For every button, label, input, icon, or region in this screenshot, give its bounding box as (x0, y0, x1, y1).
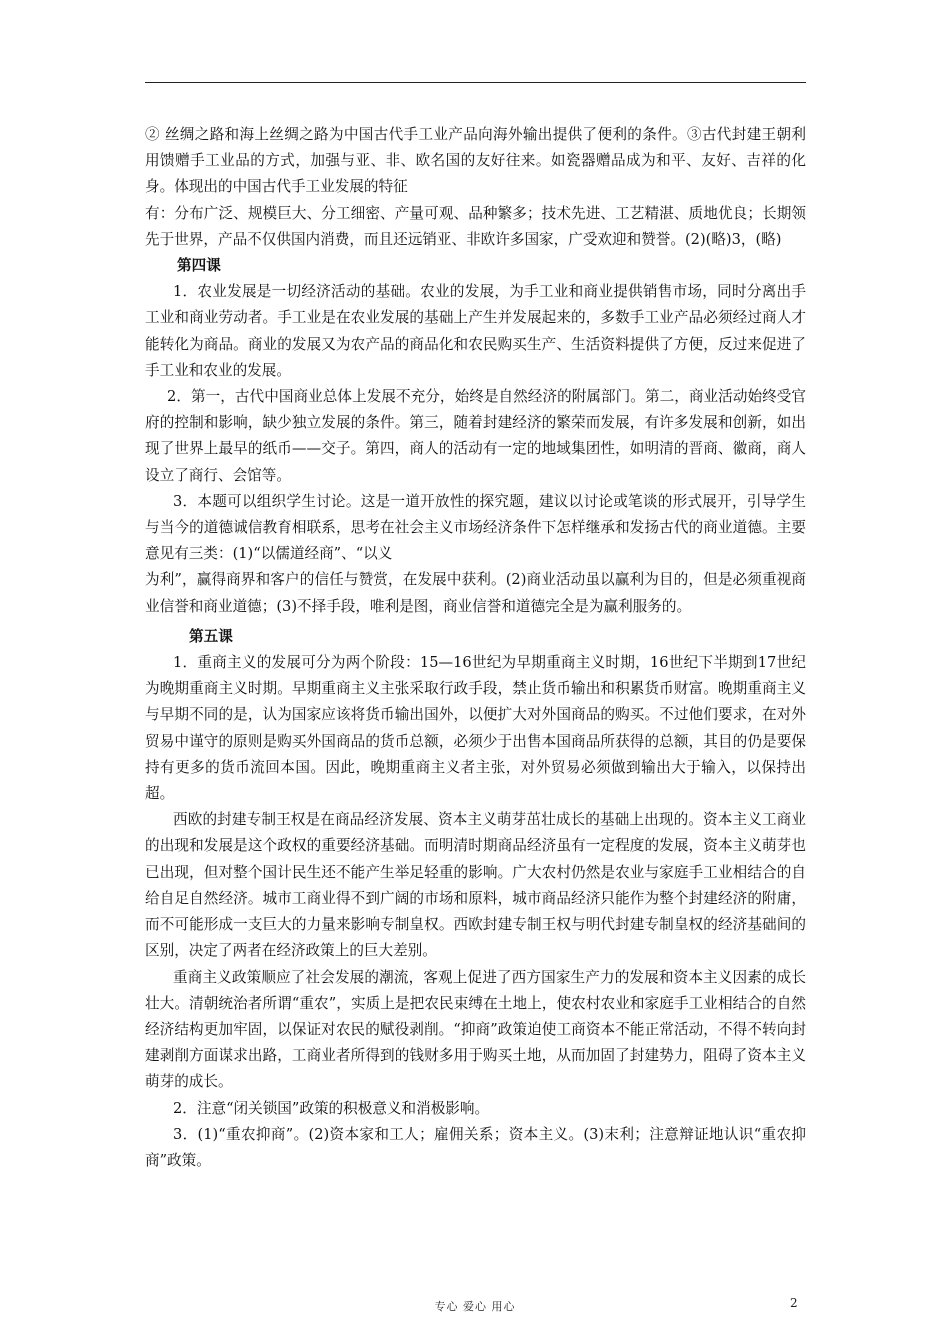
paragraph: 2．注意“闭关锁国”政策的积极意义和消极影响。 (173, 1099, 490, 1117)
lesson-4-heading: 第四课 (177, 257, 221, 275)
footer-motto: 专心 爱心 用心 (434, 1300, 516, 1313)
paragraph: 重商主义政策顺应了社会发展的潮流，客观上促进了西方国家生产力的发展和资本主义因素的成长壮大。清朝统治者所谓“重农”，实质上是把农民束缚在土地上，使农村农业和家庭手工业相结合的自然经济结构更加牢固，以保证对农民的赋役剥削。“抑商”政策迫使工商资本不能正常活动，不得不转向封建剥削方面谋求出路，工商业者所得到的钱财多用于购买土地，从而加固了封建势力，阻碍了资本主义萌芽的成长。 (145, 968, 806, 1091)
header-rule (145, 82, 806, 83)
paragraph: 3．本题可以组织学生讨论。这是一道开放性的探究题，建议以讨论或笔谈的形式展开，引导学生与当今的道德诚信教育相联系，思考在社会主义市场经济条件下怎样继承和发扬古代的商业道德。主要意见有三类：(1)“以儒道经商”、“以义 (145, 492, 806, 563)
paragraph: 西欧的封建专制王权是在商品经济发展、资本主义萌芽茁壮成长的基础上出现的。资本主义工商业的出现和发展是这个政权的重要经济基础。而明清时期商品经济虽有一定程度的发展，资本主义萌芽也已出现，但对整个国计民生还不能产生举足轻重的影响。广大农村仍然是农业与家庭手工业相结合的自给自足自然经济。城市工商业得不到广阔的市场和原料，城市商品经济只能作为整个封建经济的附庸，而不可能形成一支巨大的力量来影响专制皇权。西欧封建专制王权与明代封建专制皇权的经济基础间的区别，决定了两者在经济政策上的巨大差别。 (145, 811, 806, 960)
paragraph: 1．农业发展是一切经济活动的基础。农业的发展，为手工业和商业提供销售市场，同时分离出手工业和商业劳动者。手工业是在农业发展的基础上产生并发展起来的，多数手工业产品必须经过商人才能转化为商品。商业的发展又为农产品的商品化和农民购买生产、生活资料提供了方便，反过来促进了手工业和农业的发展。 (145, 283, 806, 379)
paragraph: 3．(1)“重农抑商”。(2)资本家和工人；雇佣关系；资本主义。(3)末利；注意辩证地认识“重农抑商”政策。 (145, 1125, 806, 1169)
paragraph: 有：分布广泛、规模巨大、分工细密、产量可观、品种繁多；技术先进、工艺精湛、质地优良；长期领先于世界，产品不仅供国内消费，而且还远销亚、非欧许多国家，广受欢迎和赞誉。(2)(略)3，(略) (145, 204, 806, 248)
paragraph: 1．重商主义的发展可分为两个阶段：15—16世纪为早期重商主义时期，16世纪下半期到17世纪为晚期重商主义时期。早期重商主义主张采取行政手段，禁止货币输出和积累货币财富。晚期重商主义与早期不同的是，认为国家应该将货币输出国外，以便扩大对外国商品的购买。不过他们要求，在对外贸易中谨守的原则是购买外国商品的货币总额，必须少于出售本国商品所获得的总额，其目的仍是要保持有更多的货币流回本国。因此，晚期重商主义者主张，对外贸易必须做到输出大于输入，以保持出超。 (145, 654, 806, 803)
paragraph: 2．第一，古代中国商业总体上发展不充分，始终是自然经济的附属部门。第二，商业活动始终受官府的控制和影响，缺少独立发展的条件。第三，随着封建经济的繁荣而发展，有许多发展和创新，如出现了世界上最早的纸币——交子。第四，商人的活动有一定的地域集团性，如明清的晋商、徽商，商人设立了商行、会馆等。 (145, 388, 806, 484)
lesson-5-heading: 第五课 (189, 627, 233, 645)
page-number: 2 (790, 1296, 798, 1310)
paragraph: 为利”，赢得商界和客户的信任与赞赏，在发展中获利。(2)商业活动虽以赢利为目的，但是必须重视商业信誉和商业道德；(3)不择手段，唯利是图，商业信誉和道德完全是为赢利服务的。 (145, 571, 806, 615)
paragraph: ② 丝绸之路和海上丝绸之路为中国古代手工业产品向海外输出提供了便利的条件。③古代封建王朝利用馈赠手工业品的方式，加强与亚、非、欧名国的友好往来。如瓷器赠品成为和平、友好、吉祥的化身。体现出的中国古代手工业发展的特征 (145, 126, 806, 196)
document-body (145, 122, 806, 1174)
